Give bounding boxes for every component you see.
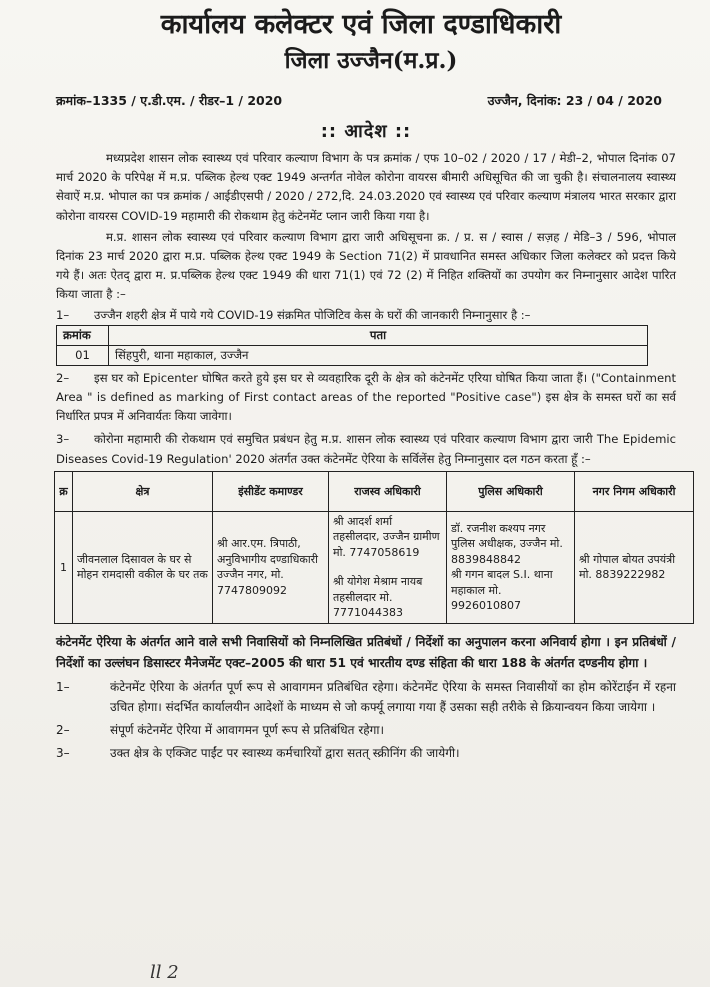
handwritten-signature: ll 2 — [150, 962, 179, 983]
order-number: क्रमांक–1335 / ए.डी.एम. / रीडर–1 / 2020 — [56, 93, 283, 108]
restrictions-intro: कंटेनमेंट ऐरिया के अंतर्गत आने वाले सभी निवासियों को निम्नलिखित प्रतिबंधों / निर्देशों का अनुपालन करना अनिवार्य होगा । इन प्रतिबंधों / निर्देशों का उल्लंघन डिसास्टर मैनेजमेंट एक्ट–2005 की धारा 51 एवं भारतीय दण्ड संहिता की धारा 188 के अंतर्गत दण्डनीय होगा । — [56, 634, 676, 670]
restriction-3-text: उक्त क्षेत्र के एक्जिट पाईंट पर स्वास्थ्य कर्मचारियों द्वारा सतत्‌ स्क्रीनिंग की जायेगी। — [110, 745, 460, 760]
team-area: जीवनलाल दिसावल के घर से मोहन रामदासी वकील के घर तक — [73, 511, 213, 623]
header-police: पुलिस अधिकारी — [447, 471, 575, 511]
item-1 — [56, 306, 676, 325]
address-table — [56, 325, 648, 366]
header-sn: क्र — [55, 471, 73, 511]
header-address: पता — [109, 325, 648, 345]
office-title: कार्यालय कलेक्टर एवं जिला दण्डाधिकारी — [160, 9, 562, 40]
address-serial: 01 — [57, 345, 109, 365]
table-row — [57, 345, 648, 365]
police-officer-2: श्री गगन बादल S.I. थाना महाकाल मो. 9926010807 — [451, 568, 553, 613]
item-1-text: उज्जैन शहरी क्षेत्र में पाये गये COVID-19 संक्रमित पोजिटिव केस के घरों की जानकारी निम्नानुसार है :– — [94, 307, 531, 322]
team-revenue — [329, 511, 447, 623]
header-serial: क्रमांक — [57, 325, 109, 345]
item-1-number: 1– — [56, 307, 70, 322]
district-title: जिला उज्जैन(म.प्र.) — [284, 47, 458, 74]
header-municipal: नगर निगम अधिकारी — [575, 471, 694, 511]
list-item — [56, 677, 676, 717]
restriction-2-number: 2– — [56, 722, 70, 737]
surveillance-team-table — [54, 471, 694, 624]
header-revenue: राजस्व अधिकारी — [329, 471, 447, 511]
restriction-1-text: कंटेनमेंट ऐरिया के अंतर्गत पूर्ण रूप से आवागमन प्रतिबंधित रहेगा। कंटेनमेंट ऐरिया के समस्त निवासीयों का होम कोरेंटाईन में रहना उचित होगा। संदर्भित कार्यालयीन आदेशों के माध्यम से जो कर्फ्यू लगाया गया हैं उसका सही तरीके से क्रियान्वयन किया जायेगा । — [110, 679, 676, 714]
restriction-1-number: 1– — [56, 679, 70, 694]
item-3-text: कोरोना महामारी की रोकथाम एवं समुचित प्रबंधन हेतु म.प्र. शासन लोक स्वास्थ्य एवं परिवार कल्याण विभाग द्वारा जारी The Epidemic Diseases Covid-19 Regulation' 2020 अंतर्गत उक्त कंटेनमेंट ऐरिया के सर्विलेंस हेतु निम्नानुसार दल गठन करता हूँ :– — [56, 432, 676, 466]
header-area: क्षेत्र — [73, 471, 213, 511]
team-table-header — [55, 471, 694, 511]
paragraph-1: मध्यप्रदेश शासन लोक स्वास्थ्य एवं परिवार कल्याण विभाग के पत्र क्रमांक / एफ 10–02 / 2020 / 17 / मेडी–2, भोपाल दिनांक 07 मार्च 2020 के परिपेक्ष में म.प्र. पब्लिक हेल्थ एक्ट 1949 अन्तर्गत नोवेल कोरोना वायरस बीमारी अधिसूचित की जा चुकी है। संचालनालय स्वास्थ्य सेवाऐं म.प्र. भोपाल का पत्र क्रमांक / आईडीएसपी / 2020 / 272,दि. 24.03.2020 एवं स्वास्थ्य एवं परिवार कल्याण मंत्रालय भारत सरकार द्वारा कोरोना वायरस COVID-19 महामारी की रोकथाम हेतु कंटेनमेंट प्लान जारी किया गया है। — [56, 151, 676, 223]
restriction-2-text: संपूर्ण कंटेनमेंट ऐरिया में आवागमन पूर्ण रूप से प्रतिबंधित रहेगा। — [110, 722, 385, 737]
paragraph-2: म.प्र. शासन लोक स्वास्थ्य एवं परिवार कल्याण विभाग द्वारा जारी अधिसूचना क्र. / प्र. स / स्वास / सज़ह / मेडि–3 / 596, भोपाल दिनांक 23 मार्च 2020 द्वारा म.प्र. पब्लिक हेल्थ एक्ट 1949 के Section 71(2) में प्रावधानित समस्त अधिकार जिला कलेक्टर को प्रदत्त किये गये हैं। अतः ऐतद्‌ द्वारा म. प्र.पब्लिक हेल्थ एक्ट 1949 की धारा 71(1) एवं 72 (2) में निहित शक्तियों का उपयोग कर निम्नानुसार आदेश पारित किया जाता है :– — [56, 229, 676, 302]
list-item — [56, 720, 676, 740]
header-commander: इंसीडेंट कमाण्डर — [213, 471, 329, 511]
address-value: सिंहपुरी, थाना महाकाल, उज्जैन — [109, 345, 648, 365]
order-heading: :: आदेश :: — [320, 121, 412, 142]
item-2-number: 2– — [56, 370, 70, 385]
police-officer-1: डॉ. रजनीश कश्यप नगर पुलिस अधीक्षक, उज्जैन मो. 8839848842 — [451, 521, 563, 566]
list-item — [56, 743, 676, 763]
reference-line — [56, 92, 676, 109]
item-2 — [56, 369, 676, 427]
revenue-officer-1: श्री आदर्श शर्मा तहसीलदार, उज्जैन ग्रामीण मो. 7747058619 — [333, 514, 440, 559]
team-sn: 1 — [55, 511, 73, 623]
revenue-officer-2: श्री योगेश मेश्राम नायब तहसीलदार मो. 7771044383 — [333, 575, 423, 620]
item-3-number: 3– — [56, 432, 70, 447]
place-date: उज्जैन, दिनांक: 23 / 04 / 2020 — [487, 93, 662, 108]
address-table-header — [57, 325, 648, 345]
team-police — [447, 511, 575, 623]
team-municipal: श्री गोपाल बोयत उपयंत्री मो. 8839222982 — [575, 511, 694, 623]
item-3 — [56, 430, 676, 468]
team-commander: श्री आर.एम. त्रिपाठी, अनुविभागीय दण्डाधिकारी उज्जैन नगर, मो. 7747809092 — [213, 511, 329, 623]
table-row — [55, 511, 694, 623]
restriction-3-number: 3– — [56, 745, 70, 760]
item-2-text: इस घर को Epicenter घोषित करते हुये इस घर से व्यवहारिक दूरी के क्षेत्र को कंटेनमेंट एरिया घोषित किया जाता हैं। ("Containment Area " is defined as marking of First contact areas of the reported "Positive case") इस क्षेत्र के समस्त घरों का सर्व निर्धारित प्रपत्र में अनिवार्यतः किया जावेगा। — [56, 370, 676, 424]
